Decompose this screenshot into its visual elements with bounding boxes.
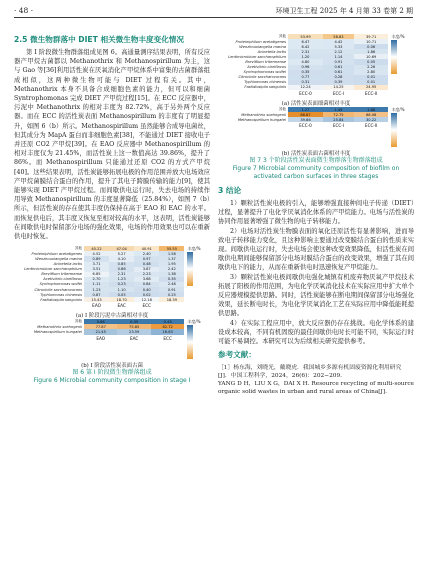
right-column — [218, 34, 414, 396]
heatmap-cell: 2.42 — [159, 267, 184, 272]
row-label: Fastidiosipila sanguinis — [40, 297, 82, 302]
section-title-3: 3 结论 — [218, 186, 242, 196]
heatmap-cell: 0.85 — [109, 262, 134, 267]
legend-colorbar — [391, 113, 397, 147]
heatmap-cell: 1.23 — [84, 287, 109, 292]
heatmap-cell: 2.80 — [354, 70, 388, 75]
heatmap-table — [14, 246, 184, 309]
heatmap-cell: 0.25 — [159, 292, 184, 297]
row-label: Methanothrix soehngenii — [37, 324, 82, 329]
heatmap-cell: 0.06 — [354, 44, 388, 49]
heatmap-legend — [187, 319, 210, 359]
heatmap-legend — [187, 246, 210, 286]
heatmap-cell: 3.87 — [134, 267, 159, 272]
heatmap-cell: 10.71 — [354, 39, 388, 44]
journal-info: 环境卫生工程 2025 年 4 月第 33 卷第 2 期 — [275, 7, 413, 15]
heatmap-cell: 1.14 — [323, 54, 354, 59]
heatmap-cell: 77.87 — [84, 324, 117, 329]
legend-title: 丰度/% — [187, 246, 201, 252]
heatmap-cell: 1.20 — [288, 54, 323, 59]
row-label: 其他 — [278, 34, 286, 39]
heatmap-cell: 6.47 — [288, 39, 323, 44]
heatmap-6b — [14, 319, 210, 359]
row-label: Wenzhouxiangella marina — [239, 44, 286, 49]
heatmap-cell: 1.86 — [354, 49, 388, 54]
heatmap-cell: 53.99 — [288, 34, 323, 39]
figure-6b-caption: (b) I 阶段活性炭表面古菌 — [81, 363, 143, 370]
heatmap-cell: 2.23 — [134, 272, 159, 277]
header-rule — [14, 17, 413, 18]
heatmap-cell: 4.42 — [323, 39, 354, 44]
heatmap-cell: 68.08 — [354, 112, 388, 117]
heatmap-cell: 6.85 — [84, 272, 109, 277]
column-header — [159, 302, 184, 309]
figure-6-title: 图 6 第 I 阶段微生物群落组成 — [72, 369, 152, 377]
heatmap-cell: 16.63 — [151, 329, 184, 334]
heatmap-cell: 5.33 — [323, 44, 354, 49]
heatmap-cell: 0.01 — [354, 80, 388, 85]
heatmap-cell: 12.24 — [288, 85, 323, 90]
column-header: ECC — [163, 335, 172, 341]
row-label: Typhlomonas chinensis — [40, 292, 82, 297]
heatmap-6a — [14, 246, 210, 309]
heatmap-cell: 0.61 — [323, 70, 354, 75]
row-label: 其他 — [74, 319, 82, 324]
column-header: EAC — [117, 303, 126, 309]
references-title: 参考文献： — [218, 350, 256, 360]
heatmap-cell: 18.39 — [159, 297, 184, 302]
row-label: Acinetella lactis — [257, 49, 286, 54]
row-label: Lentimicrobium saccharophilum — [24, 267, 82, 272]
heatmap-cell: 39.86 — [288, 117, 323, 122]
heatmap-cell: 55.55 — [159, 246, 184, 251]
heatmap-cell: 4.80 — [288, 59, 323, 64]
reference-entry: ［1］杨东海，刘晓光，戴晓虎．我国城乡多源有机固废资源化利用研究[J]．中国工程科学，2024，26(6)：202−209. — [218, 365, 402, 380]
row-label: Citrovivile saccharovorans — [34, 287, 82, 292]
heatmap-cell: 0.28 — [323, 75, 354, 80]
column-header: EAO — [92, 303, 101, 309]
legend-title: 丰度/% — [391, 107, 405, 113]
legend-title: 丰度/% — [187, 319, 201, 325]
row-label: Syntrophomonas wolfei — [243, 70, 286, 75]
heatmap-cell: 0.35 — [288, 70, 323, 75]
section-title-2-5: 2.5 微生物群落中 DIET 相关微生物丰度变化情况 — [14, 35, 184, 44]
figure-6 — [14, 246, 210, 385]
heatmap-cell: 0.91 — [323, 59, 354, 64]
figure-7-title: 图 7 3 个阶段活性炭表面微生物群落生物群落组成 — [249, 157, 383, 165]
heatmap-cell: 2.40 — [134, 251, 159, 256]
page-number: · 48 · — [14, 6, 34, 15]
heatmap-cell: 0.39 — [323, 80, 354, 85]
heatmap-cell: 10.69 — [354, 54, 388, 59]
heatmap-cell: 0.35 — [159, 277, 184, 282]
heatmap-cell: 2.70 — [84, 277, 109, 282]
heatmap-cell: 23.59 — [117, 329, 150, 334]
heatmap-cell: 0.02 — [134, 292, 159, 297]
figure-7 — [218, 34, 414, 181]
heatmap-cell: 2.48 — [159, 282, 184, 287]
conclusion-paragraph: 2）电场对活性炭生物膜表面的氧化还原活性有显著影响，进而导致电子转移能力变化，且这种影响主要通过改变膜结合蛋白的性质来实现。间歇供电运行时，失去电场会使这种改变效果降低，但活性炭在间歇供电期间能够保留部分电场对膜结合蛋白的改变效果，增强了其在间歇供电下的能力，从而在重新供电时迅速恢复产甲烷能力。 — [218, 227, 414, 272]
heatmap-cell: 75.85 — [117, 324, 150, 329]
heatmap-cell: 25.84 — [323, 117, 354, 122]
column-header: ECC-0 — [299, 91, 312, 97]
conclusion-paragraph: 3）颗粒活性炭电极间歇供电强化城镇有机废弃物厌氧产甲烷技术拓展了阳极的作用范围，为电化学厌氧消化技术在实际应用中扩大单个反应器规模提供思路。同时，活性炭能够在断电期间保留部分电场强化效果，延长断电时长，为电化学厌氧消化工艺在实际应用中降低能耗提供思路。 — [218, 273, 414, 318]
heatmap-cell: 0.66 — [84, 319, 117, 324]
left-column — [14, 34, 210, 385]
heatmap-cell: 3.71 — [84, 262, 109, 267]
heatmap-cell: 1.10 — [109, 287, 134, 292]
heatmap-cell: 0.77 — [288, 75, 323, 80]
row-label: Acetivibrio clariflavus — [247, 65, 286, 70]
heatmap-cell: 0.84 — [134, 282, 159, 287]
heatmap-cell: 0.01 — [354, 75, 388, 80]
column-header: ECC-I — [332, 123, 345, 129]
heatmap-cell: 3.51 — [84, 267, 109, 272]
heatmap-cell: 21.45 — [84, 329, 117, 334]
heatmap-cell: 1.27 — [288, 107, 323, 112]
heatmap-cell: 2.12 — [323, 49, 354, 54]
heatmap-cell: 30.22 — [354, 117, 388, 122]
heatmap-cell: 18.70 — [109, 297, 134, 302]
heatmap-cell: 0.97 — [134, 256, 159, 261]
body-paragraph: 第 I 阶段微生物群落组成见图 6。高通量测序结果表明，所有反应器产甲烷古菌都以 Methanothrix 和 Methanospirillum 为主，这与 Gao 等[36]利用活性炭在厌氧消化产甲烷体系中富集的古菌群落组成相似，这两种微生物可能与 DIET 过程有关。其中，Methanothrix 本身不具备合成细胞色素的能力，但可以和细菌 Syntrophomonas 完成 DIET 产甲烷过程[15]。在 ECC 反应器中，污泥中 Methanothrix 的相对丰度为 82.72%，高于另外两个反应器。而在 ECC 的活性炭表面 Methanospirillum 的丰度有了明显提升，如图 6（b）所示。Methanospirillum 虽然能够合成导电菌丝，但其成分为 MapA 蛋白而非细胞色素[38]，不能通过 DIET 接收电子并还原 CO2 产甲烷[39]。在 EAO 反应器中 Methanospirillum 的相对丰度仅为 21.45%，而活性炭上这一数值高达 39.86%，提升了 86%。而 Methanospirillum 只能通过还原 CO2 的方式产甲烷[40]。这些结果表明，活性炭能够拓展电极的作用范围并放大电场效应产甲烷菌膜结合蛋白的作用，提升了其电子跨膜传输的能力[9]，使其能够实现 DIET 产甲烷过程。而间歇供电运行时，失去电场的持续作用导致 Methanospirillum 的丰度显著降低（25.84%），如图 7（b）所示，但活性炭的存在使其丰度仍保持在高于 EAO 和 EAC 的水平。而恢复供电后，其丰度又恢复至相对较高的水平，这表明，活性炭能够在间歇供电时保留部分电场的强化效果，电场的作用效果也可以在重新供电时恢复。 — [14, 49, 210, 241]
reference-entry: YANG D H，LIU X G，DAI X H. Resource recycling of multi-source organic solid wastes in urban and rural areas of China[J]. — [218, 381, 414, 396]
heatmap-cell: 40.22 — [84, 246, 109, 251]
heatmap-cell: 1.37 — [159, 256, 184, 261]
heatmap-cell: 0.89 — [84, 256, 109, 261]
heatmap-cell: 39.71 — [354, 34, 388, 39]
heatmap-cell: 4.52 — [84, 251, 109, 256]
heatmap-cell: 12.18 — [134, 297, 159, 302]
heatmap-7a — [218, 34, 414, 97]
heatmap-7b — [218, 107, 414, 147]
heatmap-cell: 1.68 — [354, 107, 388, 112]
row-label: 其他 — [74, 246, 82, 251]
row-label: Fastidiosipila sanguinis — [244, 85, 286, 90]
heatmap-cell: 0.61 — [323, 65, 354, 70]
heatmap-cell: 1.23 — [109, 277, 134, 282]
row-label: Brevifilum tritermense — [41, 272, 82, 277]
row-label: Proteiniphilum acetatigenes — [235, 39, 286, 44]
row-label: Acetivibrio clariflavus — [43, 277, 82, 282]
heatmap-cell: 58.83 — [323, 34, 354, 39]
heatmap-cell: 6.42 — [288, 44, 323, 49]
heatmap-cell: 0.91 — [159, 287, 184, 292]
column-header: ECC-0 — [299, 123, 312, 129]
figure-7a-caption: (a) 活性炭表面细菌相对丰度 — [281, 101, 351, 108]
row-label: Methanothrix soehngenii — [241, 112, 286, 117]
heatmap-cell: 2.31 — [288, 49, 323, 54]
heatmap-cell: 3.68 — [134, 277, 159, 282]
column-header: ECC-II — [364, 123, 378, 129]
conclusion-paragraph: 4）在实际工程应用中，放大反应器仍存在挑战。电化学体系的建设成本较高，不同有机固废的最佳间歇供电时长可能不同，实际运行时可能不易调控。本研究可以为后续相关研究提供参考。 — [218, 319, 414, 346]
heatmap-table — [218, 34, 388, 97]
heatmap-cell: 4.10 — [109, 256, 134, 261]
heatmap-legend — [391, 34, 414, 74]
row-label: Proteiniphilum acetatigenes — [31, 251, 82, 256]
figure-7b-caption: (b) 活性炭表面古菌相对丰度 — [281, 151, 351, 158]
row-label: Syntrophomonas wolfei — [39, 282, 82, 287]
heatmap-cell: 1.95 — [159, 262, 184, 267]
heatmap-cell: 5.27 — [109, 251, 134, 256]
conclusion-paragraph: 1）颗粒活性炭电极的引入，能够增强直接种间电子传递（DIET）过程，显著提升了电化学厌氧消化体系的产甲烷能力。电场与活性炭的协同作用显著增强了微生物的电子转移能力。 — [218, 200, 414, 226]
figure-7-title-en: Figure 7 Microbial community composition of biofilm on activated carbon surfaces in three stages — [232, 165, 400, 181]
heatmap-cell: 0.86 — [109, 267, 134, 272]
heatmap-table — [218, 107, 388, 129]
heatmap-cell: 0.23 — [109, 282, 134, 287]
row-label: Acinetella lactis — [53, 262, 82, 267]
page-header — [0, 0, 427, 22]
heatmap-column-headers — [14, 302, 184, 309]
heatmap-cell: 40.91 — [134, 246, 159, 251]
row-label: Typhlomonas chinensis — [244, 80, 286, 85]
heatmap-table — [14, 319, 184, 341]
heatmap-cell: 0.87 — [84, 292, 109, 297]
legend-colorbar — [391, 40, 397, 74]
heatmap-cell: 1.49 — [323, 107, 354, 112]
heatmap-cell: 72.75 — [323, 112, 354, 117]
heatmap-cell: 14.25 — [323, 85, 354, 90]
heatmap-cell: 24.95 — [354, 85, 388, 90]
heatmap-cell: 2.31 — [109, 272, 134, 277]
heatmap-cell: 0.05 — [354, 59, 388, 64]
heatmap-cell: 82.72 — [151, 324, 184, 329]
heatmap-cell: 0.40 — [134, 287, 159, 292]
column-header: EAO — [96, 335, 106, 341]
heatmap-cell: 88.87 — [288, 112, 323, 117]
row-label: 其他 — [278, 107, 286, 112]
heatmap-cell: 1.11 — [84, 282, 109, 287]
heatmap-column-headers — [14, 335, 184, 342]
heatmap-cell: 47.04 — [109, 246, 134, 251]
heatmap-cell: 15.43 — [84, 297, 109, 302]
column-header: ECC-II — [364, 91, 378, 97]
column-header: ECC-I — [332, 91, 345, 97]
heatmap-cell: 0.48 — [134, 262, 159, 267]
figure-6a-caption: (a) I 阶段污泥中古菌相对丰度 — [75, 313, 149, 320]
references-list — [218, 364, 414, 396]
row-label: Lentimicrobium saccharophilum — [228, 54, 286, 59]
conclusion-paragraphs — [218, 199, 414, 346]
legend-colorbar — [187, 325, 193, 359]
heatmap-cell: 2.26 — [354, 65, 388, 70]
legend-title: 丰度/% — [391, 34, 405, 39]
row-label: Methanospirillum hungatei — [237, 117, 286, 122]
figure-6-title-en: Figure 6 Microbial community composition in stage I — [33, 377, 191, 385]
column-header: ECC — [142, 303, 151, 309]
heatmap-cell: 0.31 — [288, 80, 323, 85]
column-header: EAC — [129, 335, 139, 341]
heatmap-legend — [391, 107, 414, 147]
heatmap-cell: 0.39 — [117, 319, 150, 324]
heatmap-cell: 1.38 — [159, 272, 184, 277]
heatmap-cell: 0.05 — [109, 292, 134, 297]
row-label: Wenzhouxiangella marina — [35, 257, 82, 261]
heatmap-cell: 0.43 — [151, 319, 184, 324]
row-label: Brevifilum tritermense — [245, 60, 286, 65]
row-label: Methanospirillum hungatei — [33, 330, 82, 335]
row-label: Citrovivile saccharovorans — [238, 75, 286, 80]
heatmap-column-headers — [218, 122, 388, 129]
heatmap-cell: 0.96 — [288, 65, 323, 70]
legend-colorbar — [187, 252, 193, 286]
heatmap-column-headers — [218, 90, 388, 97]
heatmap-cell: 1.58 — [159, 251, 184, 256]
